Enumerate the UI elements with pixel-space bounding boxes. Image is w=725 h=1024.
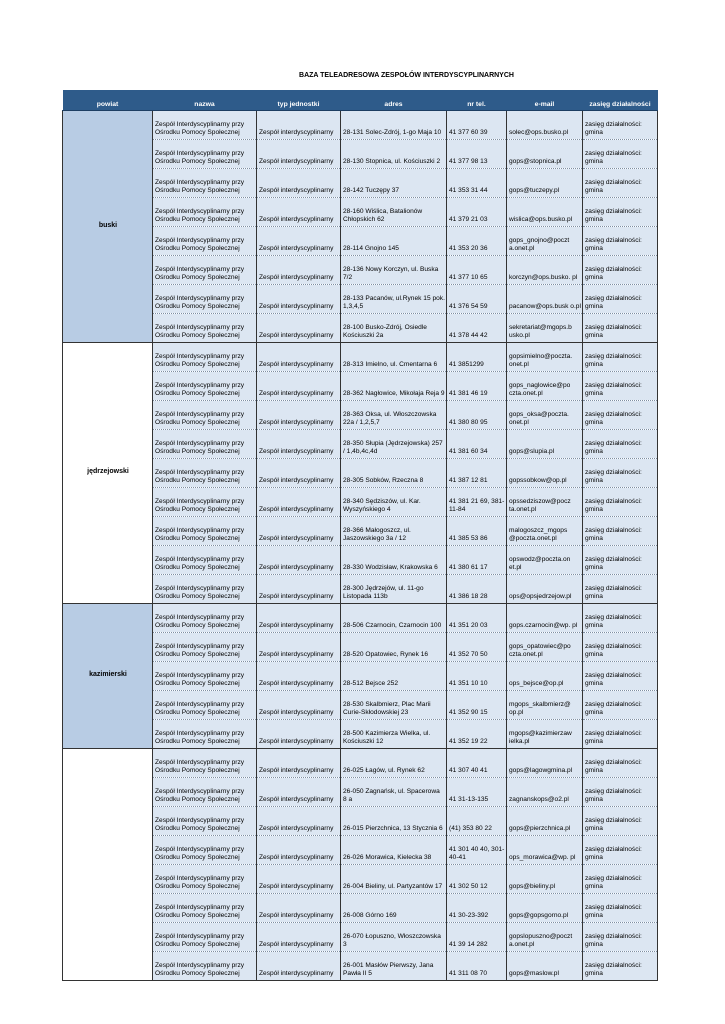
cell-nazwa: Zespół Interdyscyplinarny przy Ośrodku Pomocy Społecznej xyxy=(153,546,257,575)
cell-zasieg: zasięg działalności: gmina xyxy=(583,111,658,140)
cell-email[interactable]: gops@gopsgorno.pl xyxy=(507,894,583,923)
table-row xyxy=(63,198,658,227)
table-row xyxy=(63,111,658,140)
cell-nazwa: Zespół Interdyscyplinarny przy Ośrodku Pomocy Społecznej xyxy=(153,111,257,140)
cell-typ: Zespół interdyscyplinarny xyxy=(257,662,341,691)
cell-tel: 41 301 40 40, 301-40-41 xyxy=(447,836,507,865)
cell-email[interactable]: zagnanskops@o2.pl xyxy=(507,778,583,807)
table-row xyxy=(63,662,658,691)
cell-nazwa: Zespół Interdyscyplinarny przy Ośrodku Pomocy Społecznej xyxy=(153,285,257,314)
table-row xyxy=(63,691,658,720)
table-row xyxy=(63,372,658,401)
cell-nazwa: Zespół Interdyscyplinarny przy Ośrodku Pomocy Społecznej xyxy=(153,894,257,923)
cell-email[interactable]: opssedziszow@pocz ta.onet.pl xyxy=(507,488,583,517)
table-row xyxy=(63,807,658,836)
cell-typ: Zespół interdyscyplinarny xyxy=(257,865,341,894)
cell-email[interactable]: gops@tuczepy.pl xyxy=(507,169,583,198)
cell-nazwa: Zespół Interdyscyplinarny przy Ośrodku Pomocy Społecznej xyxy=(153,256,257,285)
powiat-cell: buski xyxy=(63,111,153,343)
cell-zasieg: zasięg działalności: gmina xyxy=(583,198,658,227)
cell-adres: 28-520 Opatowiec, Rynek 16 xyxy=(341,633,447,662)
cell-adres: 28-131 Solec-Zdrój, 1-go Maja 10 xyxy=(341,111,447,140)
cell-email[interactable]: mgops@kazimierzaw ielka.pl xyxy=(507,720,583,749)
cell-typ: Zespół interdyscyplinarny xyxy=(257,778,341,807)
table-body xyxy=(63,111,658,981)
cell-tel: 41 379 21 03 xyxy=(447,198,507,227)
cell-typ: Zespół interdyscyplinarny xyxy=(257,111,341,140)
table-row xyxy=(63,285,658,314)
cell-typ: Zespół interdyscyplinarny xyxy=(257,691,341,720)
cell-zasieg: zasięg działalności: gmina xyxy=(583,488,658,517)
cell-adres: 28-313 Imielno, ul. Cmentarna 6 xyxy=(341,343,447,372)
cell-tel: 41 3851299 xyxy=(447,343,507,372)
cell-nazwa: Zespół Interdyscyplinarny przy Ośrodku Pomocy Społecznej xyxy=(153,633,257,662)
cell-tel: 41 381 21 69, 381-11-84 xyxy=(447,488,507,517)
table-row xyxy=(63,865,658,894)
cell-adres: 28-506 Czarnocin, Czarnocin 100 xyxy=(341,604,447,633)
cell-zasieg: zasięg działalności: gmina xyxy=(583,517,658,546)
cell-zasieg: zasięg działalności: gmina xyxy=(583,691,658,720)
header-zasieg: zasięg działalności xyxy=(583,90,658,111)
header-adres: adres xyxy=(341,90,447,111)
cell-email[interactable]: opswodz@poczta.on et.pl xyxy=(507,546,583,575)
cell-tel: 41 353 31 44 xyxy=(447,169,507,198)
cell-tel: 41 352 90 15 xyxy=(447,691,507,720)
table-row xyxy=(63,923,658,952)
cell-email[interactable]: ops_morawica@wp. pl xyxy=(507,836,583,865)
cell-adres: 28-350 Słupia (Jędrzejowska) 257 / 1,4b,4c,4d xyxy=(341,430,447,459)
cell-zasieg: zasięg działalności: gmina xyxy=(583,633,658,662)
cell-zasieg: zasięg działalności: gmina xyxy=(583,256,658,285)
cell-adres: 28-363 Oksa, ul. Włoszczowska 22a / 1,2,5,7 xyxy=(341,401,447,430)
table-row xyxy=(63,401,658,430)
cell-nazwa: Zespół Interdyscyplinarny przy Ośrodku Pomocy Społecznej xyxy=(153,372,257,401)
table-row xyxy=(63,140,658,169)
cell-tel: 41 380 61 17 xyxy=(447,546,507,575)
powiat-cell xyxy=(63,749,153,981)
cell-zasieg: zasięg działalności: gmina xyxy=(583,923,658,952)
cell-tel: 41 352 19 22 xyxy=(447,720,507,749)
cell-adres: 28-512 Bejsce 252 xyxy=(341,662,447,691)
table-row xyxy=(63,314,658,343)
cell-adres: 28-330 Wodzisław, Krakowska 6 xyxy=(341,546,447,575)
cell-typ: Zespół interdyscyplinarny xyxy=(257,517,341,546)
cell-zasieg: zasięg działalności: gmina xyxy=(583,314,658,343)
table-row xyxy=(63,749,658,778)
cell-nazwa: Zespół Interdyscyplinarny przy Ośrodku Pomocy Społecznej xyxy=(153,430,257,459)
cell-adres: 28-136 Nowy Korczyn, ul. Buska 7/2 xyxy=(341,256,447,285)
cell-nazwa: Zespół Interdyscyplinarny przy Ośrodku Pomocy Społecznej xyxy=(153,169,257,198)
header-powiat: powiat xyxy=(63,90,153,111)
cell-tel: 41 376 54 59 xyxy=(447,285,507,314)
header-nazwa: nazwa xyxy=(153,90,257,111)
cell-zasieg: zasięg działalności: gmina xyxy=(583,604,658,633)
cell-typ: Zespół interdyscyplinarny xyxy=(257,459,341,488)
cell-adres: 28-160 Wiślica, Batalionów Chłopskich 62 xyxy=(341,198,447,227)
cell-typ: Zespół interdyscyplinarny xyxy=(257,604,341,633)
header-tel: nr tel. xyxy=(447,90,507,111)
cell-adres: 28-142 Tuczępy 37 xyxy=(341,169,447,198)
table-row xyxy=(63,488,658,517)
cell-adres: 26-025 Łagów, ul. Rynek 62 xyxy=(341,749,447,778)
cell-email[interactable]: wislica@ops.busko.pl xyxy=(507,198,583,227)
cell-zasieg: zasięg działalności: gmina xyxy=(583,575,658,604)
table-row xyxy=(63,894,658,923)
cell-zasieg: zasięg działalności: gmina xyxy=(583,430,658,459)
cell-adres: 26-001 Masłów Pierwszy, Jana Pawła II 5 xyxy=(341,952,447,981)
cell-email[interactable]: korczyn@ops.busko. pl xyxy=(507,256,583,285)
cell-typ: Zespół interdyscyplinarny xyxy=(257,836,341,865)
cell-typ: Zespół interdyscyplinarny xyxy=(257,198,341,227)
cell-email[interactable]: ops@opsjedrzejow.pl xyxy=(507,575,583,604)
cell-typ: Zespół interdyscyplinarny xyxy=(257,285,341,314)
cell-email[interactable]: gops@stopnica.pl xyxy=(507,140,583,169)
cell-zasieg: zasięg działalności: gmina xyxy=(583,865,658,894)
cell-adres: 26-070 Łopuszno, Włoszczowska 3 xyxy=(341,923,447,952)
cell-typ: Zespół interdyscyplinarny xyxy=(257,720,341,749)
cell-zasieg: zasięg działalności: gmina xyxy=(583,894,658,923)
cell-email[interactable]: ops_bejsce@op.pl xyxy=(507,662,583,691)
cell-zasieg: zasięg działalności: gmina xyxy=(583,169,658,198)
table-row xyxy=(63,227,658,256)
cell-tel: 41 352 70 50 xyxy=(447,633,507,662)
cell-adres: 28-362 Nagłowice, Mikołaja Reja 9 xyxy=(341,372,447,401)
cell-zasieg: zasięg działalności: gmina xyxy=(583,285,658,314)
powiat-cell: jędrzejowski xyxy=(63,343,153,604)
cell-typ: Zespół interdyscyplinarny xyxy=(257,256,341,285)
cell-tel: 41 387 12 81 xyxy=(447,459,507,488)
table-row xyxy=(63,546,658,575)
cell-typ: Zespół interdyscyplinarny xyxy=(257,227,341,256)
cell-nazwa: Zespół Interdyscyplinarny przy Ośrodku Pomocy Społecznej xyxy=(153,749,257,778)
cell-typ: Zespół interdyscyplinarny xyxy=(257,575,341,604)
cell-email[interactable]: gops_gnojno@poczt a.onet.pl xyxy=(507,227,583,256)
cell-zasieg: zasięg działalności: gmina xyxy=(583,401,658,430)
cell-typ: Zespół interdyscyplinarny xyxy=(257,749,341,778)
cell-nazwa: Zespół Interdyscyplinarny przy Ośrodku Pomocy Społecznej xyxy=(153,140,257,169)
cell-tel: 41 302 50 12 xyxy=(447,865,507,894)
cell-tel: 41 351 20 03 xyxy=(447,604,507,633)
table-row xyxy=(63,430,658,459)
cell-typ: Zespół interdyscyplinarny xyxy=(257,952,341,981)
cell-tel: 41 39 14 282 xyxy=(447,923,507,952)
cell-adres: 28-530 Skalbmierz, Plac Marii Curie-Skłodowskiej 23 xyxy=(341,691,447,720)
cell-adres: 28-130 Stopnica, ul. Kościuszki 2 xyxy=(341,140,447,169)
cell-adres: 28-133 Pacanów, ul.Rynek 15 pok. 1,3,4,5 xyxy=(341,285,447,314)
contact-table xyxy=(62,90,658,981)
header-row xyxy=(63,90,658,111)
cell-nazwa: Zespół Interdyscyplinarny przy Ośrodku Pomocy Społecznej xyxy=(153,343,257,372)
cell-nazwa: Zespół Interdyscyplinarny przy Ośrodku Pomocy Społecznej xyxy=(153,314,257,343)
cell-typ: Zespół interdyscyplinarny xyxy=(257,314,341,343)
cell-nazwa: Zespół Interdyscyplinarny przy Ośrodku Pomocy Społecznej xyxy=(153,488,257,517)
cell-adres: 26-015 Pierzchnica, 13 Stycznia 6 xyxy=(341,807,447,836)
cell-email[interactable]: sekretariat@mgops.b usko.pl xyxy=(507,314,583,343)
cell-nazwa: Zespół Interdyscyplinarny przy Ośrodku Pomocy Społecznej xyxy=(153,691,257,720)
cell-nazwa: Zespół Interdyscyplinarny przy Ośrodku Pomocy Społecznej xyxy=(153,952,257,981)
cell-nazwa: Zespół Interdyscyplinarny przy Ośrodku Pomocy Społecznej xyxy=(153,923,257,952)
table-row xyxy=(63,778,658,807)
table-row xyxy=(63,604,658,633)
cell-typ: Zespół interdyscyplinarny xyxy=(257,343,341,372)
table-row xyxy=(63,256,658,285)
header-email: e-mail xyxy=(507,90,583,111)
cell-tel: 41 307 40 41 xyxy=(447,749,507,778)
cell-typ: Zespół interdyscyplinarny xyxy=(257,372,341,401)
cell-tel: 41 377 60 39 xyxy=(447,111,507,140)
cell-adres: 28-114 Gnojno 145 xyxy=(341,227,447,256)
cell-email[interactable]: gops@slupia.pl xyxy=(507,430,583,459)
cell-adres: 28-340 Sędziszów, ul. Kar. Wyszyńskiego 4 xyxy=(341,488,447,517)
cell-zasieg: zasięg działalności: gmina xyxy=(583,459,658,488)
cell-tel: 41 377 10 65 xyxy=(447,256,507,285)
cell-email[interactable]: gops_oksa@poczta. onet.pl xyxy=(507,401,583,430)
cell-email[interactable]: gopssobkow@op.pl xyxy=(507,459,583,488)
table-row xyxy=(63,836,658,865)
table-row xyxy=(63,459,658,488)
cell-adres: 28-100 Busko-Zdrój, Osiedle Kościuszki 2a xyxy=(341,314,447,343)
cell-nazwa: Zespół Interdyscyplinarny przy Ośrodku Pomocy Społecznej xyxy=(153,720,257,749)
cell-typ: Zespół interdyscyplinarny xyxy=(257,894,341,923)
cell-tel: 41 381 60 34 xyxy=(447,430,507,459)
cell-nazwa: Zespół Interdyscyplinarny przy Ośrodku Pomocy Społecznej xyxy=(153,604,257,633)
cell-tel: 41 351 10 10 xyxy=(447,662,507,691)
cell-zasieg: zasięg działalności: gmina xyxy=(583,807,658,836)
cell-tel: 41 311 08 70 xyxy=(447,952,507,981)
cell-typ: Zespół interdyscyplinarny xyxy=(257,169,341,198)
cell-adres: 26-026 Morawica, Kielecka 38 xyxy=(341,836,447,865)
cell-nazwa: Zespół Interdyscyplinarny przy Ośrodku Pomocy Społecznej xyxy=(153,836,257,865)
cell-zasieg: zasięg działalności: gmina xyxy=(583,836,658,865)
cell-nazwa: Zespół Interdyscyplinarny przy Ośrodku Pomocy Społecznej xyxy=(153,517,257,546)
cell-adres: 26-050 Zagnańsk, ul. Spacerowa 8 a xyxy=(341,778,447,807)
cell-typ: Zespół interdyscyplinarny xyxy=(257,633,341,662)
cell-nazwa: Zespół Interdyscyplinarny przy Ośrodku Pomocy Społecznej xyxy=(153,778,257,807)
cell-zasieg: zasięg działalności: gmina xyxy=(583,343,658,372)
header-typ: typ jednostki xyxy=(257,90,341,111)
cell-email[interactable]: solec@ops.busko.pl xyxy=(507,111,583,140)
cell-tel: 41 31-13-135 xyxy=(447,778,507,807)
cell-email[interactable]: gops_opatowiec@po czta.onet.pl xyxy=(507,633,583,662)
table-row xyxy=(63,169,658,198)
cell-zasieg: zasięg działalności: gmina xyxy=(583,140,658,169)
cell-email[interactable]: gopslopuszno@poczt a.onet.pl xyxy=(507,923,583,952)
cell-tel: (41) 353 80 22 xyxy=(447,807,507,836)
table-row xyxy=(63,517,658,546)
cell-nazwa: Zespół Interdyscyplinarny przy Ośrodku Pomocy Społecznej xyxy=(153,459,257,488)
cell-nazwa: Zespół Interdyscyplinarny przy Ośrodku Pomocy Społecznej xyxy=(153,807,257,836)
table-row xyxy=(63,952,658,981)
page-title: BAZA TELEADRESOWA ZESPOŁÓW INTERDYSCYPLINARNYCH xyxy=(299,72,514,79)
cell-nazwa: Zespół Interdyscyplinarny przy Ośrodku Pomocy Społecznej xyxy=(153,575,257,604)
cell-email[interactable]: gopsimielno@poczta. onet.pl xyxy=(507,343,583,372)
cell-nazwa: Zespół Interdyscyplinarny przy Ośrodku Pomocy Społecznej xyxy=(153,662,257,691)
cell-zasieg: zasięg działalności: gmina xyxy=(583,546,658,575)
cell-email[interactable]: mgops_skalbmierz@ op.pl xyxy=(507,691,583,720)
cell-typ: Zespół interdyscyplinarny xyxy=(257,401,341,430)
cell-zasieg: zasięg działalności: gmina xyxy=(583,227,658,256)
cell-zasieg: zasięg działalności: gmina xyxy=(583,952,658,981)
table-row xyxy=(63,720,658,749)
cell-adres: 26-008 Górno 169 xyxy=(341,894,447,923)
cell-tel: 41 381 46 19 xyxy=(447,372,507,401)
table-row xyxy=(63,343,658,372)
cell-email[interactable]: gops@bieliny.pl xyxy=(507,865,583,894)
cell-tel: 41 385 53 86 xyxy=(447,517,507,546)
cell-nazwa: Zespół Interdyscyplinarny przy Ośrodku Pomocy Społecznej xyxy=(153,865,257,894)
cell-zasieg: zasięg działalności: gmina xyxy=(583,372,658,401)
cell-email[interactable]: gops_naglowice@po czta.onet.pl xyxy=(507,372,583,401)
cell-adres: 26-004 Bieliny, ul. Partyzantów 17 xyxy=(341,865,447,894)
cell-tel: 41 377 98 13 xyxy=(447,140,507,169)
cell-zasieg: zasięg działalności: gmina xyxy=(583,778,658,807)
cell-zasieg: zasięg działalności: gmina xyxy=(583,720,658,749)
cell-nazwa: Zespół Interdyscyplinarny przy Ośrodku Pomocy Społecznej xyxy=(153,401,257,430)
cell-adres: 28-305 Sobków, Rzeczna 8 xyxy=(341,459,447,488)
cell-email[interactable]: gops@pierzchnica.pl xyxy=(507,807,583,836)
cell-adres: 28-500 Kazimierza Wielka, ul. Kościuszki 12 xyxy=(341,720,447,749)
cell-tel: 41 380 80 95 xyxy=(447,401,507,430)
cell-typ: Zespół interdyscyplinarny xyxy=(257,807,341,836)
cell-email[interactable]: gops@maslow.pl xyxy=(507,952,583,981)
cell-zasieg: zasięg działalności: gmina xyxy=(583,749,658,778)
cell-adres: 28-366 Małogoszcz, ul. Jaszowskiego 3a / 12 xyxy=(341,517,447,546)
cell-tel: 41 378 44 42 xyxy=(447,314,507,343)
cell-email[interactable]: pacanow@ops.busk o.pl xyxy=(507,285,583,314)
cell-email[interactable]: gops.czarnocin@wp. pl xyxy=(507,604,583,633)
cell-zasieg: zasięg działalności: gmina xyxy=(583,662,658,691)
cell-tel: 41 353 20 36 xyxy=(447,227,507,256)
cell-tel: 41 30-23-392 xyxy=(447,894,507,923)
cell-typ: Zespół interdyscyplinarny xyxy=(257,488,341,517)
cell-adres: 28-300 Jędrzejów, ul. 11-go Listopada 113b xyxy=(341,575,447,604)
cell-tel: 41 386 18 28 xyxy=(447,575,507,604)
table-row xyxy=(63,575,658,604)
table-row xyxy=(63,633,658,662)
cell-email[interactable]: gops@lagowgmina.pl xyxy=(507,749,583,778)
cell-typ: Zespół interdyscyplinarny xyxy=(257,140,341,169)
cell-nazwa: Zespół Interdyscyplinarny przy Ośrodku Pomocy Społecznej xyxy=(153,198,257,227)
powiat-cell: kazimierski xyxy=(63,604,153,749)
cell-typ: Zespół interdyscyplinarny xyxy=(257,923,341,952)
cell-email[interactable]: malogoszcz_mgops @poczta.onet.pl xyxy=(507,517,583,546)
cell-typ: Zespół interdyscyplinarny xyxy=(257,430,341,459)
cell-typ: Zespół interdyscyplinarny xyxy=(257,546,341,575)
cell-nazwa: Zespół Interdyscyplinarny przy Ośrodku Pomocy Społecznej xyxy=(153,227,257,256)
